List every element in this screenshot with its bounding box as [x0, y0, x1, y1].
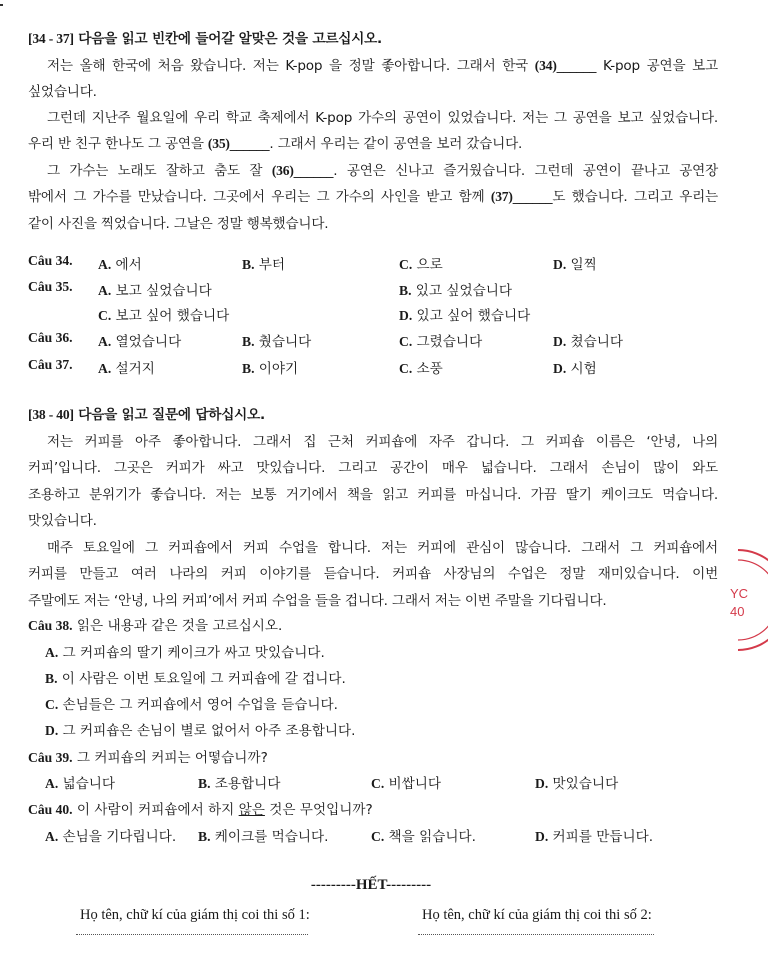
q40-option-c[interactable]: C. 책을 읽습니다.	[371, 829, 476, 845]
passage2-line7: 주말에도 저는 ‘안녕, 나의 커피’에서 커피 수업을 들을 겁니다. 그래서 저는 이번 주말을 기다립니다.	[28, 593, 607, 609]
q38-stem: Câu 38. 읽은 내용과 같은 것을 고르십시오.	[28, 618, 283, 634]
q36-option-b[interactable]: B. 췄습니다	[242, 334, 312, 350]
passage1-line4: 우리 반 친구 한나도 그 공연을 (35)______. 그래서 우리는 같이 공연을 보러 갔습니다.	[28, 136, 523, 152]
corner-mark	[0, 4, 3, 6]
q36-option-d[interactable]: D. 쳤습니다	[553, 334, 624, 350]
passage1-line6: 밖에서 그 가수를 만났습니다. 그곳에서 우리는 그 가수의 사인을 받고 함께 (37)______도 했습니다. 그리고 우리는	[28, 189, 718, 205]
passage1-line1: 저는 올해 한국에 처음 왔습니다. 저는 K-pop 을 정말 좋아합니다. 그래서 한국 (34)______ K-pop 공연을 보고	[47, 58, 718, 74]
passage1-line2: 싶었습니다.	[28, 84, 97, 100]
q35-option-a[interactable]: A. 보고 싶었습니다	[98, 283, 212, 299]
q38-option-d[interactable]: D. 그 커피숍은 손님이 별로 없어서 아주 조용합니다.	[45, 723, 356, 739]
proctor-2-signature-label: Họ tên, chữ kí của giám thị coi thi số 2:	[422, 907, 652, 923]
q40-option-d[interactable]: D. 커피를 만듭니다.	[535, 829, 654, 845]
q40-option-b[interactable]: B. 케이크를 먹습니다.	[198, 829, 329, 845]
section-heading-34-37: [34 - 37] 다음을 읽고 빈칸에 들어갈 알맞은 것을 고르십시오.	[28, 31, 383, 47]
passage1-line7: 같이 사진을 찍었습니다. 그날은 정말 행복했습니다.	[28, 216, 329, 232]
q36-option-a[interactable]: A. 열었습니다	[98, 334, 182, 350]
passage2-line5: 매주 토요일에 그 커피숍에서 커피 수업을 합니다. 저는 커피에 관심이 많습니다. 그래서 그 커피숍에서	[47, 540, 718, 556]
stamp-text-1: YC	[730, 586, 749, 601]
passage2-line3: 조용하고 분위기가 좋습니다. 저는 보통 거기에서 책을 읽고 커피를 마십니다. 가끔 딸기 케이크도 먹습니다.	[28, 487, 718, 503]
q39-option-c[interactable]: C. 비쌉니다	[371, 776, 442, 792]
red-stamp-icon	[708, 540, 768, 660]
exam-page: [34 - 37] 다음을 읽고 빈칸에 들어갈 알맞은 것을 고르십시오. 저는 올해 한국에 처음 왔습니다. 저는 K-pop 을 정말 좋아합니다. 그래서 한국 (34)______ K-pop 공연을 보고 싶었습니다. 그런데 지난주 월요일에 우리 학교 축제에서 K-pop 가수의 공연이 있었습니다. 저는 그 공연을 보고 싶었습니다. 우리 반 친구 한나도 그 공연을 (35)______. 그래서 우리는 같이 공연을 보러 갔습니다. 그 가수는 노래도 잘하고 춤도 잘 (36)______. 공연은 신나고 즐거웠습니다. 그런데 공연이 끝나고 공연장 밖에서 그 가수를 만났습니다. 그곳에서 우리는 그 가수의 사인을 받고 함께 (37)______도 했습니다. 그리고 우리는 같이 사진을 찍었습니다. 그날은 정말 행복했습니다. Câu 34. A. 에서 B. 부터 C. 으로 D. 일찍 Câu 35. A. 보고 싶었습니다 B. 있고 싶었습니다 C. 보고 싶어 했습니다 D. 있고 싶어 했습니다 Câu 36. A. 열었습니다 B. 췄습니다 C. 그렸습니다 D. 쳤습니다 Câu 37. A. 설거지 B. 이야기 C. 소풍 D. 시험 [38 - 40] 다음을 읽고 질문에 답하십시오. 저는 커피를 아주 좋아합니다. 그래서 집 근처 커피숍에 자주 갑니다. 그 커피숍 이름은 ‘안녕, 나의 커피’입니다. 그곳은 커피가 싸고 맛있습니다. 그리고 공간이 매우 넓습니다. 그래서 손님이 많이 와도 조용하고 분위기가 좋습니다. 저는 보통 거기에서 책을 읽고 커피를 마십니다. 가끔 딸기 케이크도 먹습니다. 맛있습니다. 매주 토요일에 그 커피숍에서 커피 수업을 합니다. 저는 커피에 관심이 많습니다. 그래서 그 커피숍에서 커피를 만들고 여러 나라의 커피 이야기를 듣습니다. 커피숍 사장님의 수업은 정말 재미있습니다. 이번 주말에도 저는 ‘안녕, 나의 커피’에서 커피 수업을 들을 겁니다. 그래서 저는 이번 주말을 기다립니다. Câu 38. 읽은 내용과 같은 것을 고르십시오. A. 그 커피숍의 딸기 케이크가 싸고 맛있습니다. B. 이 사람은 이번 토요일에 그 커피숍에 갈 겁니다. C. 손님들은 그 커피숍에서 영어 수업을 듣습니다. D. 그 커피숍은 손님이 별로 없어서 아주 조용합니다. Câu 39. 그 커피숍의 커피는 어떻습니까? A. 넓습니다 B. 조용합니다 C. 비쌉니다 D. 맛있습니다 Câu 40. 이 사람이 커피숍에서 하지 않은 것은 무엇입니까? A. 손님을 기다립니다. B. 케이크를 먹습니다. C. 책을 읽습니다. D. 커피를 만듭니다. ---------HẾT--------- Họ tên, chữ kí của giám thị coi thi số 1: Họ tên, chữ kí của giám thị coi thi số 2: YC 40	[0, 0, 742, 972]
q40-option-a[interactable]: A. 손님을 기다립니다.	[45, 829, 177, 845]
q39-option-b[interactable]: B. 조용합니다	[198, 776, 281, 792]
passage2-line4: 맛있습니다.	[28, 513, 97, 529]
q35-option-b[interactable]: B. 있고 싶었습니다	[399, 283, 513, 299]
q39-option-d[interactable]: D. 맛있습니다	[535, 776, 619, 792]
q39-option-a[interactable]: A. 넓습니다	[45, 776, 116, 792]
stamp-text-2: 40	[730, 604, 745, 619]
q34-option-c[interactable]: C. 으로	[399, 257, 443, 273]
proctor-1-signature-line[interactable]	[76, 934, 308, 935]
section-heading-38-40: [38 - 40] 다음을 읽고 질문에 답하십시오.	[28, 407, 265, 423]
passage1-line5: 그 가수는 노래도 잘하고 춤도 잘 (36)______. 공연은 신나고 즐거웠습니다. 그런데 공연이 끝나고 공연장	[47, 163, 718, 179]
q36-option-c[interactable]: C. 그렸습니다	[399, 334, 483, 350]
proctor-1-signature-label: Họ tên, chữ kí của giám thị coi thi số 1:	[80, 907, 310, 923]
passage2-line1: 저는 커피를 아주 좋아합니다. 그래서 집 근처 커피숍에 자주 갑니다. 그 커피숍 이름은 ‘안녕, 나의	[47, 434, 718, 450]
proctor-2-signature-line[interactable]	[418, 934, 654, 935]
q39-stem: Câu 39. 그 커피숍의 커피는 어떻습니까?	[28, 750, 268, 766]
q35-option-d[interactable]: D. 있고 싶어 했습니다	[399, 308, 531, 324]
q38-option-a[interactable]: A. 그 커피숍의 딸기 케이크가 싸고 맛있습니다.	[45, 645, 325, 661]
q34-option-a[interactable]: A. 에서	[98, 257, 142, 273]
passage1-line3: 그런데 지난주 월요일에 우리 학교 축제에서 K-pop 가수의 공연이 있었습니다. 저는 그 공연을 보고 싶었습니다.	[47, 110, 718, 126]
q34-option-d[interactable]: D. 일찍	[553, 257, 597, 273]
q34-option-b[interactable]: B. 부터	[242, 257, 286, 273]
q40-stem: Câu 40. 이 사람이 커피숍에서 하지 않은 것은 무엇입니까?	[28, 802, 373, 818]
end-marker: ---------HẾT---------	[310, 877, 432, 893]
passage2-line2: 커피’입니다. 그곳은 커피가 싸고 맛있습니다. 그리고 공간이 매우 넓습니다. 그래서 손님이 많이 와도	[28, 460, 718, 476]
passage2-line6: 커피를 만들고 여러 나라의 커피 이야기를 듣습니다. 커피숍 사장님의 수업은 정말 재미있습니다. 이번	[28, 566, 718, 582]
q37-option-b[interactable]: B. 이야기	[242, 361, 299, 377]
q35-option-c[interactable]: C. 보고 싶어 했습니다	[98, 308, 230, 324]
q37-option-c[interactable]: C. 소풍	[399, 361, 443, 377]
q38-option-c[interactable]: C. 손님들은 그 커피숍에서 영어 수업을 듣습니다.	[45, 697, 338, 713]
q37-option-d[interactable]: D. 시험	[553, 361, 597, 377]
q37-option-a[interactable]: A. 설거지	[98, 361, 155, 377]
q38-option-b[interactable]: B. 이 사람은 이번 토요일에 그 커피숍에 갈 겁니다.	[45, 671, 346, 687]
